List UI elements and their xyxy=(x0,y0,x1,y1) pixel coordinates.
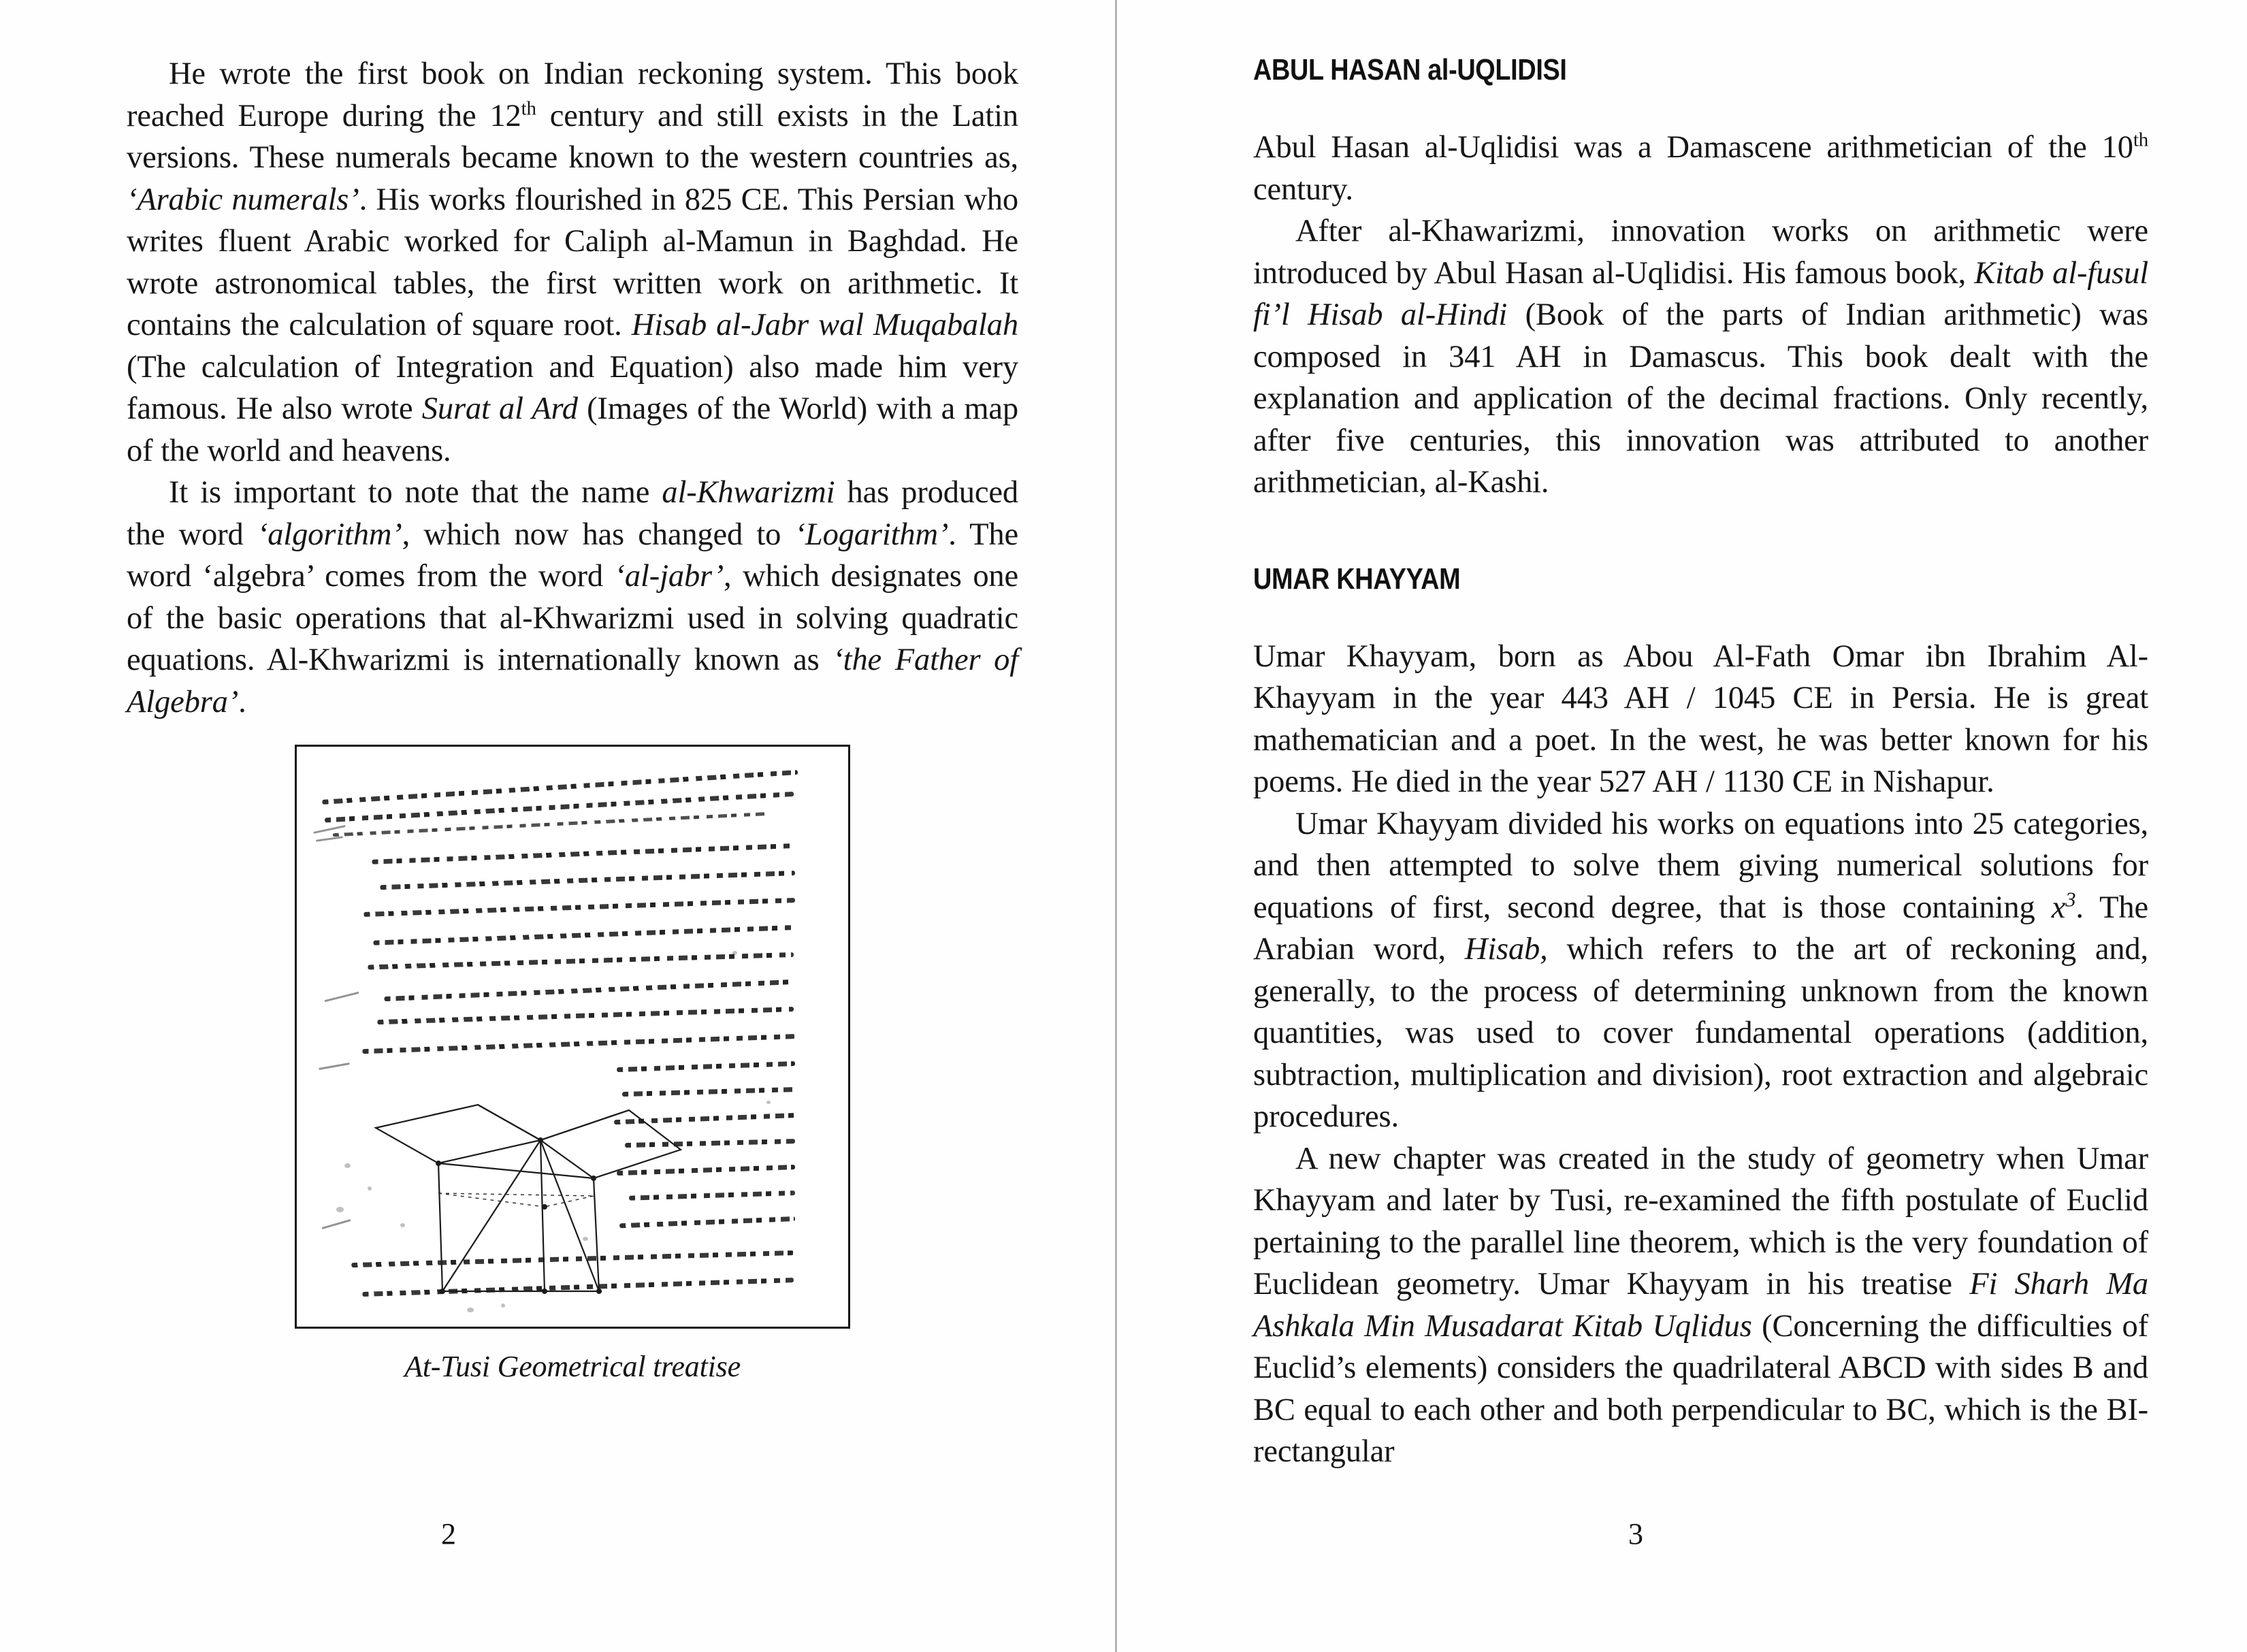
page-number: 3 xyxy=(1628,1517,1643,1551)
paragraph: A new chapter was created in the study of geometry when Umar Khayyam and later by Tusi, re-examined the fifth postulate of Euclid pertaining to the parallel line theorem, which is the very foundation of Euclidean geometry. Umar Khayyam in his treatise Fi Sharh Ma Ashkala Min Musadarat Kitab Uqlidus (Concerning the difficulties of Euclid’s elements) considers the quadrilateral ABCD with sides B and BC equal to each other and both perpendicular to BC, which is the BI-rectangular xyxy=(1253,1141,2148,1469)
geometric-construction-diagram xyxy=(362,1087,730,1312)
section-heading-umar-khayyam: UMAR KHAYYAM xyxy=(1253,562,1461,596)
paragraph: Abul Hasan al-Uqlidisi was a Damascene arithmetician of the 10th century. xyxy=(1253,129,2148,207)
right-page-text-column xyxy=(1253,53,2148,1473)
right-page xyxy=(1117,0,2247,1652)
manuscript-image-frame xyxy=(295,745,850,1329)
left-page-text-column xyxy=(127,53,1018,1384)
paragraph: Umar Khayyam divided his works on equations into 25 categories, and then attempted to solve them giving numerical solutions for equations of first, second degree, that is those containing $x^3$. The Arabian word, Hisab, which refers to the art of reckoning and, generally, to the process of determining unknown from the known quantities, was used to cover fundamental operations (addition, subtraction, multiplication and division), root extraction and algebraic procedures. xyxy=(1253,806,2148,1134)
figure-caption: At-Tusi Geometrical treatise xyxy=(404,1350,741,1383)
paragraph: It is important to note that the name al-Khwarizmi has produced the word ‘algorithm’, which now has changed to ‘Logarithm’. The word ‘algebra’ comes from the word ‘al-jabr’, which designates one of the basic operations that al-Khwarizmi used in solving quadratic equations. Al-Khwarizmi is internationally known as ‘the Father of Algebra’. xyxy=(127,475,1019,719)
paragraph: After al-Khawarizmi, innovation works on arithmetic were introduced by Abul Hasan al-Uqlidisi. His famous book, Kitab al-fusul fi’l Hisab al-Hindi (Book of the parts of Indian arithmetic) was composed in 341 AH in Damascus. This book dealt with the explanation and application of the decimal fractions. Only recently, after five centuries, this innovation was attributed to another arithmetician, al-Kashi. xyxy=(1253,214,2148,500)
figure-manuscript xyxy=(127,745,1018,1384)
manuscript-facsimile-artwork xyxy=(297,747,848,1327)
page-number: 2 xyxy=(441,1517,456,1551)
paragraph: Umar Khayyam, born as Abou Al-Fath Omar ibn Ibrahim Al-Khayyam in the year 443 AH / 1045 CE in Persia. He is great mathematician and a poet. In the west, he was better known for his poems. He died in the year 527 AH / 1130 CE in Nishapur. xyxy=(1253,638,2148,799)
paragraph: He wrote the first book on Indian reckoning system. This book reached Europe during the 12th century and still exists in the Latin versions. These numerals became known to the western countries as, ‘Arabic numerals’. His works flourished in 825 CE. This Persian who writes fluent Arabic worked for Caliph al-Mamun in Baghdad. He wrote astronomical tables, the first written work on arithmetic. It contains the calculation of square root. Hisab al-Jabr wal Muqabalah (The calculation of Integration and Equation) also made him very famous. He also wrote Surat al Ard (Images of the World) with a map of the world and heavens. xyxy=(127,56,1019,468)
section-heading-abul-hasan-al-uqlidisi: ABUL HASAN al-UQLIDISI xyxy=(1253,53,1567,86)
left-page xyxy=(0,0,1115,1652)
